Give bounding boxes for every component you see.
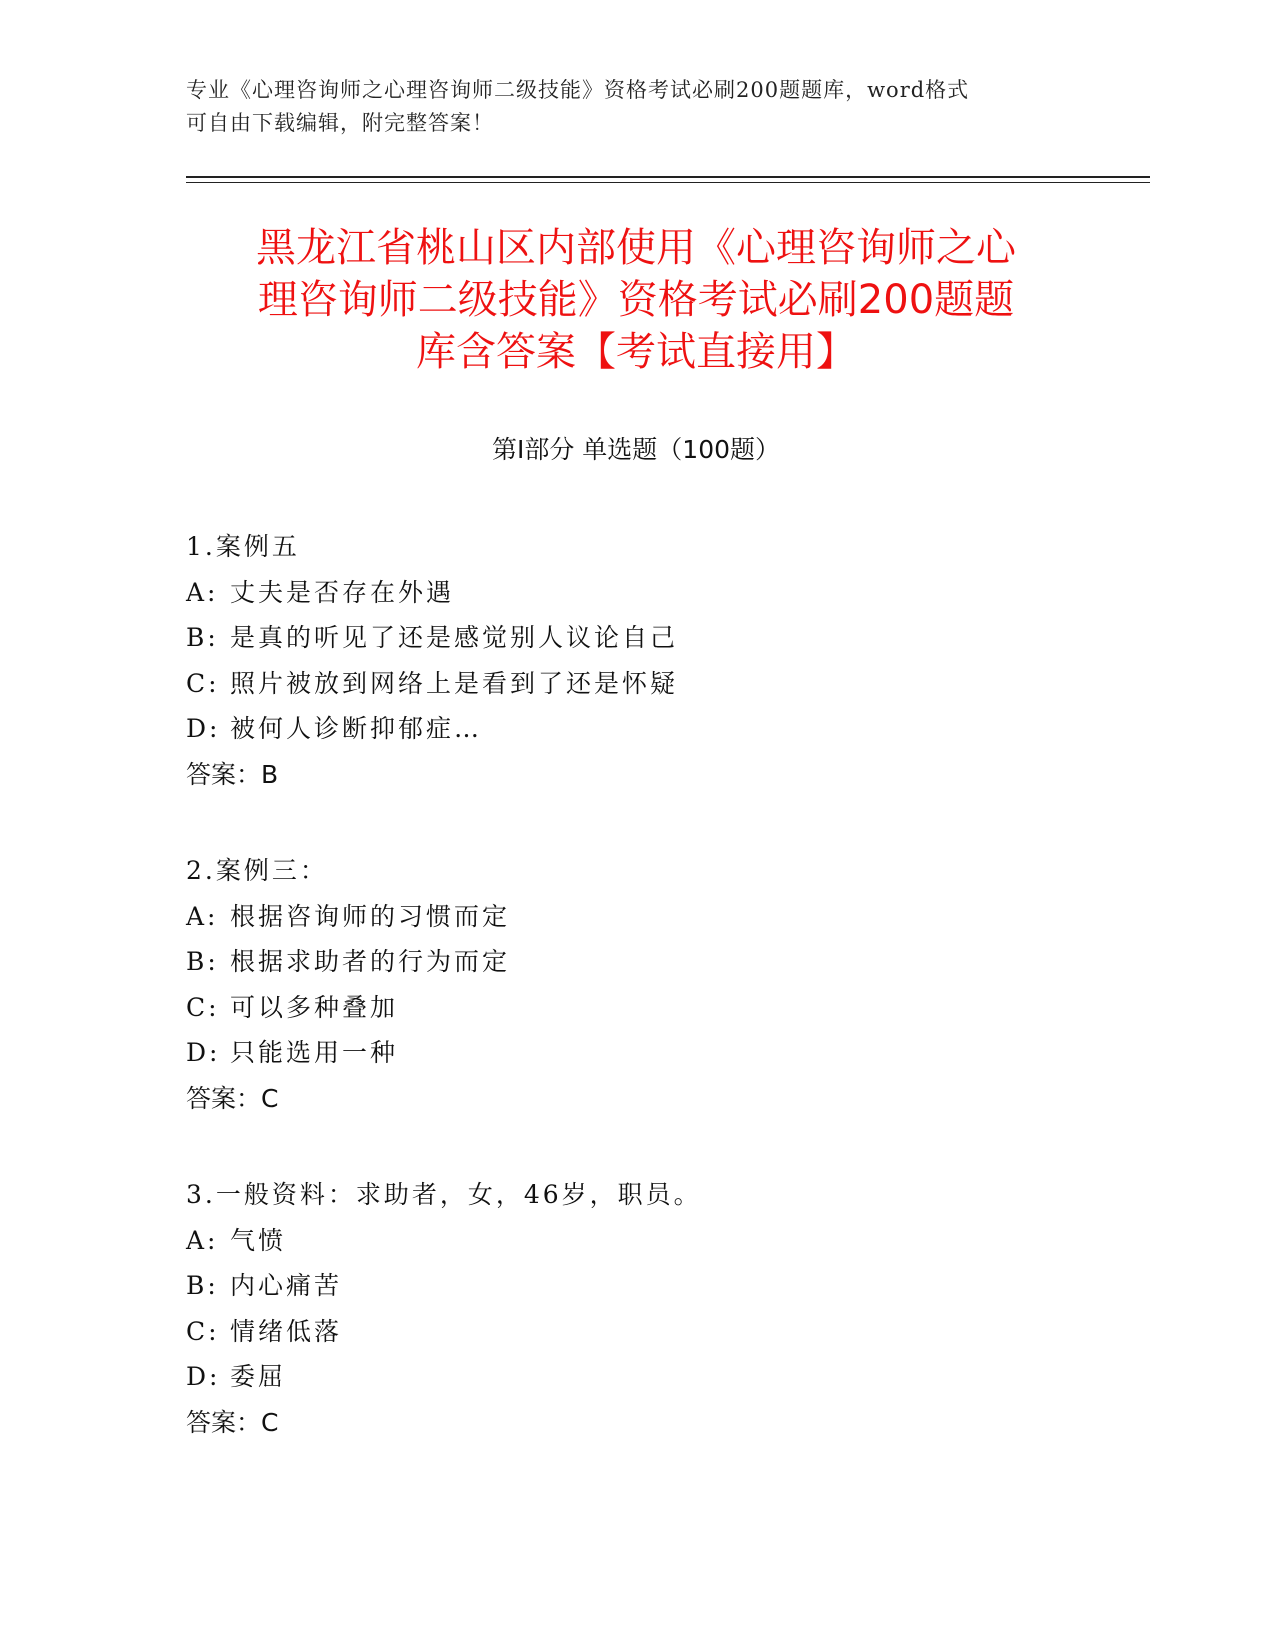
question-3: [186, 1172, 1086, 1445]
option-letter: B:: [186, 947, 219, 976]
answer: 答案：C: [186, 1083, 279, 1113]
option-text: 内心痛苦: [230, 1271, 343, 1300]
option-a: [186, 570, 1086, 616]
option-letter: A:: [186, 577, 219, 607]
header-note-line-1: 专业《心理咨询师之心理咨询师二级技能》资格考试必刷200题题库，word格式: [186, 78, 970, 102]
option-b: [186, 939, 1086, 985]
option-c: [186, 661, 1086, 707]
option-a: [186, 1218, 1086, 1264]
question-stem: 2.案例三：: [186, 856, 328, 885]
option-text: 照片被放到网络上是看到了还是怀疑: [230, 668, 679, 698]
document-title-line-2: 理咨询师二级技能》资格考试必刷200题题: [257, 277, 1015, 323]
option-letter: C:: [186, 992, 220, 1022]
header-note: [186, 74, 1066, 140]
option-letter: B:: [186, 623, 219, 652]
option-letter: D:: [186, 714, 221, 743]
question-1: [186, 524, 1086, 797]
option-b: [186, 615, 1086, 661]
option-c: [186, 985, 1086, 1031]
question-stem: 3.一般资料：求助者，女，46岁，职员。: [186, 1180, 702, 1209]
option-text: 委屈: [230, 1362, 287, 1391]
option-text: 气愤: [230, 1225, 287, 1255]
header-rule-thick: [186, 176, 1150, 178]
option-d: [186, 706, 1086, 752]
option-c: [186, 1309, 1086, 1355]
option-letter: A:: [186, 1225, 219, 1255]
option-letter: D:: [186, 1038, 221, 1067]
option-letter: B:: [186, 1271, 219, 1300]
header-note-line-2: 可自由下载编辑，附完整答案！: [186, 111, 494, 135]
option-letter: C:: [186, 1316, 220, 1346]
option-text: 情绪低落: [230, 1316, 343, 1346]
option-text: 可以多种叠加: [230, 992, 399, 1022]
option-text: 丈夫是否存在外遇: [230, 577, 455, 607]
option-text: 根据咨询师的习惯而定: [230, 901, 511, 931]
option-letter: C:: [186, 668, 220, 698]
option-letter: D:: [186, 1362, 221, 1391]
option-a: [186, 894, 1086, 940]
question-list: [186, 524, 1086, 1496]
section-heading: 第Ⅰ部分 单选题（100题）: [491, 435, 781, 464]
option-b: [186, 1263, 1086, 1309]
question-stem: 1.案例五: [186, 532, 300, 561]
option-d: [186, 1354, 1086, 1400]
document-title-line-3: 库含答案【考试直接用】: [416, 329, 856, 375]
option-d: [186, 1030, 1086, 1076]
answer: 答案：C: [186, 1407, 279, 1437]
option-text: 只能选用一种: [230, 1038, 399, 1067]
document-title-line-1: 黑龙江省桃山区内部使用《心理咨询师之心: [256, 225, 1016, 271]
answer: 答案：B: [186, 759, 279, 789]
document-title: [186, 222, 1086, 378]
option-text: 被何人诊断抑郁症…: [230, 714, 483, 743]
option-text: 是真的听见了还是感觉别人议论自己: [230, 623, 679, 652]
header-rule-thin: [186, 182, 1150, 183]
option-text: 根据求助者的行为而定: [230, 947, 511, 976]
option-letter: A:: [186, 901, 219, 931]
question-2: [186, 848, 1086, 1121]
